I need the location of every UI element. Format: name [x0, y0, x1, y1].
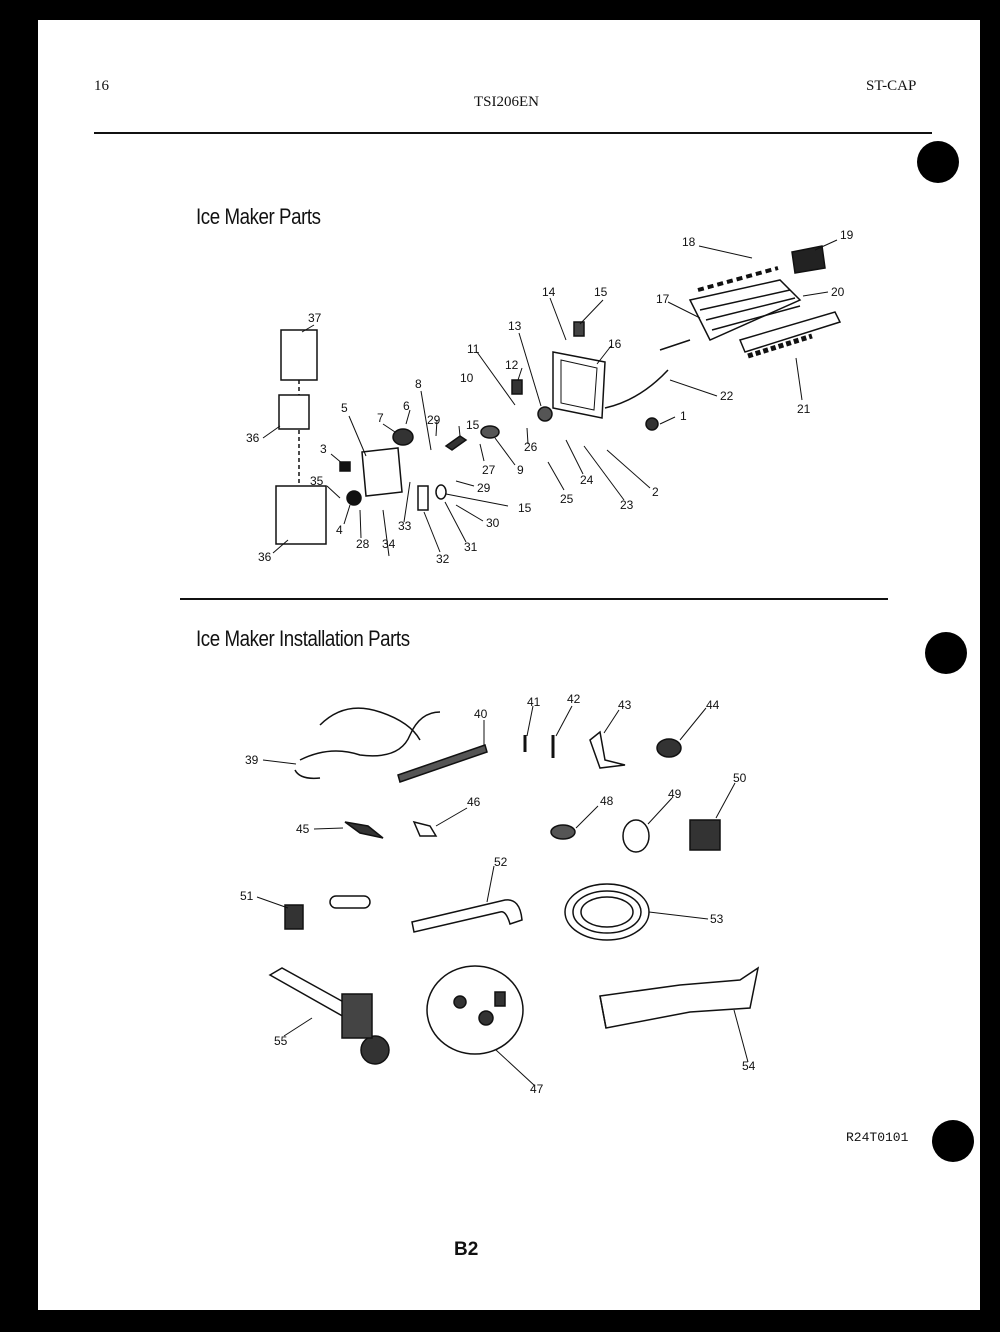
- part-36-housing: [276, 486, 326, 544]
- callout-51: 51: [240, 889, 254, 903]
- callout-55: 55: [274, 1034, 288, 1048]
- callout-23: 23: [620, 498, 634, 512]
- callout-4: 4: [336, 523, 343, 537]
- installation-parts-drawing: [270, 708, 758, 1064]
- callout-44: 44: [706, 698, 720, 712]
- callout-15-low: 15: [518, 501, 532, 515]
- leader-lines: [257, 240, 837, 1086]
- callout-34: 34: [382, 537, 396, 551]
- callout-53: 53: [710, 912, 724, 926]
- part-18-ejector: [698, 268, 778, 290]
- part-53-water-line-coil: [565, 884, 649, 940]
- callout-37: 37: [308, 311, 322, 325]
- callout-40: 40: [474, 707, 488, 721]
- callout-39: 39: [245, 753, 259, 767]
- section-title-installation-parts: Ice Maker Installation Parts: [196, 626, 410, 651]
- callout-36-low: 36: [258, 550, 272, 564]
- callout-labels: [240, 228, 854, 1096]
- callout-1: 1: [680, 409, 687, 423]
- callout-7: 7: [377, 411, 384, 425]
- callout-27: 27: [482, 463, 496, 477]
- part-43-bracket: [590, 732, 625, 768]
- part-54-ice-bucket: [600, 968, 758, 1028]
- callout-29-top: 29: [427, 413, 441, 427]
- callout-12: 12: [505, 358, 519, 372]
- callout-31: 31: [464, 540, 478, 554]
- callout-54: 54: [742, 1059, 756, 1073]
- callout-24: 24: [580, 473, 594, 487]
- callout-45: 45: [296, 822, 310, 836]
- callout-8: 8: [415, 377, 422, 391]
- callout-43: 43: [618, 698, 632, 712]
- callout-16: 16: [608, 337, 622, 351]
- callout-32: 32: [436, 552, 450, 566]
- callout-26: 26: [524, 440, 538, 454]
- ice-maker-parts-drawing: [276, 246, 840, 544]
- callout-19: 19: [840, 228, 854, 242]
- callout-42: 42: [567, 692, 581, 706]
- callout-48: 48: [600, 794, 614, 808]
- callout-6: 6: [403, 399, 410, 413]
- page-number: 16: [94, 78, 109, 94]
- callout-15-mid: 15: [466, 418, 480, 432]
- callout-15-top: 15: [594, 285, 608, 299]
- part-49-ring: [623, 820, 649, 852]
- callout-47: 47: [530, 1082, 544, 1096]
- callout-5: 5: [341, 401, 348, 415]
- callout-33: 33: [398, 519, 412, 533]
- callout-10: 10: [460, 371, 474, 385]
- callout-28: 28: [356, 537, 370, 551]
- callout-52: 52: [494, 855, 508, 869]
- callout-22: 22: [720, 389, 734, 403]
- callout-36-top: 36: [246, 431, 260, 445]
- callout-17: 17: [656, 292, 670, 306]
- callout-11: 11: [467, 342, 480, 356]
- part-44-clamp: [657, 739, 681, 757]
- callout-46: 46: [467, 795, 481, 809]
- section-title-ice-maker-parts: Ice Maker Parts: [196, 204, 321, 229]
- callout-21: 21: [797, 402, 811, 416]
- callout-13: 13: [508, 319, 522, 333]
- callout-2: 2: [652, 485, 659, 499]
- part-39-wire-harness: [300, 712, 440, 760]
- drawing-code: R24T0101: [846, 1130, 909, 1145]
- callout-20: 20: [831, 285, 845, 299]
- part-47-hardware-kit: [427, 966, 523, 1054]
- callout-50: 50: [733, 771, 747, 785]
- callout-41: 41: [527, 695, 541, 709]
- callout-29-low: 29: [477, 481, 491, 495]
- catalog-code: ST-CAP: [866, 78, 917, 94]
- callout-14: 14: [542, 285, 556, 299]
- part-50-block: [690, 820, 720, 850]
- page-label: B2: [454, 1239, 479, 1260]
- callout-9: 9: [517, 463, 524, 477]
- callout-25: 25: [560, 492, 574, 506]
- callout-30: 30: [486, 516, 500, 530]
- part-37-label-sheet: [281, 330, 317, 380]
- callout-49: 49: [668, 787, 682, 801]
- callout-35: 35: [310, 474, 324, 488]
- model-number: TSI206EN: [474, 94, 539, 110]
- part-52-fill-tube: [412, 900, 522, 932]
- callout-18: 18: [682, 235, 696, 249]
- callout-3: 3: [320, 442, 327, 456]
- part-36-cover: [279, 395, 309, 429]
- part-5-mounting-plate: [362, 448, 402, 496]
- part-40-strip: [398, 745, 487, 782]
